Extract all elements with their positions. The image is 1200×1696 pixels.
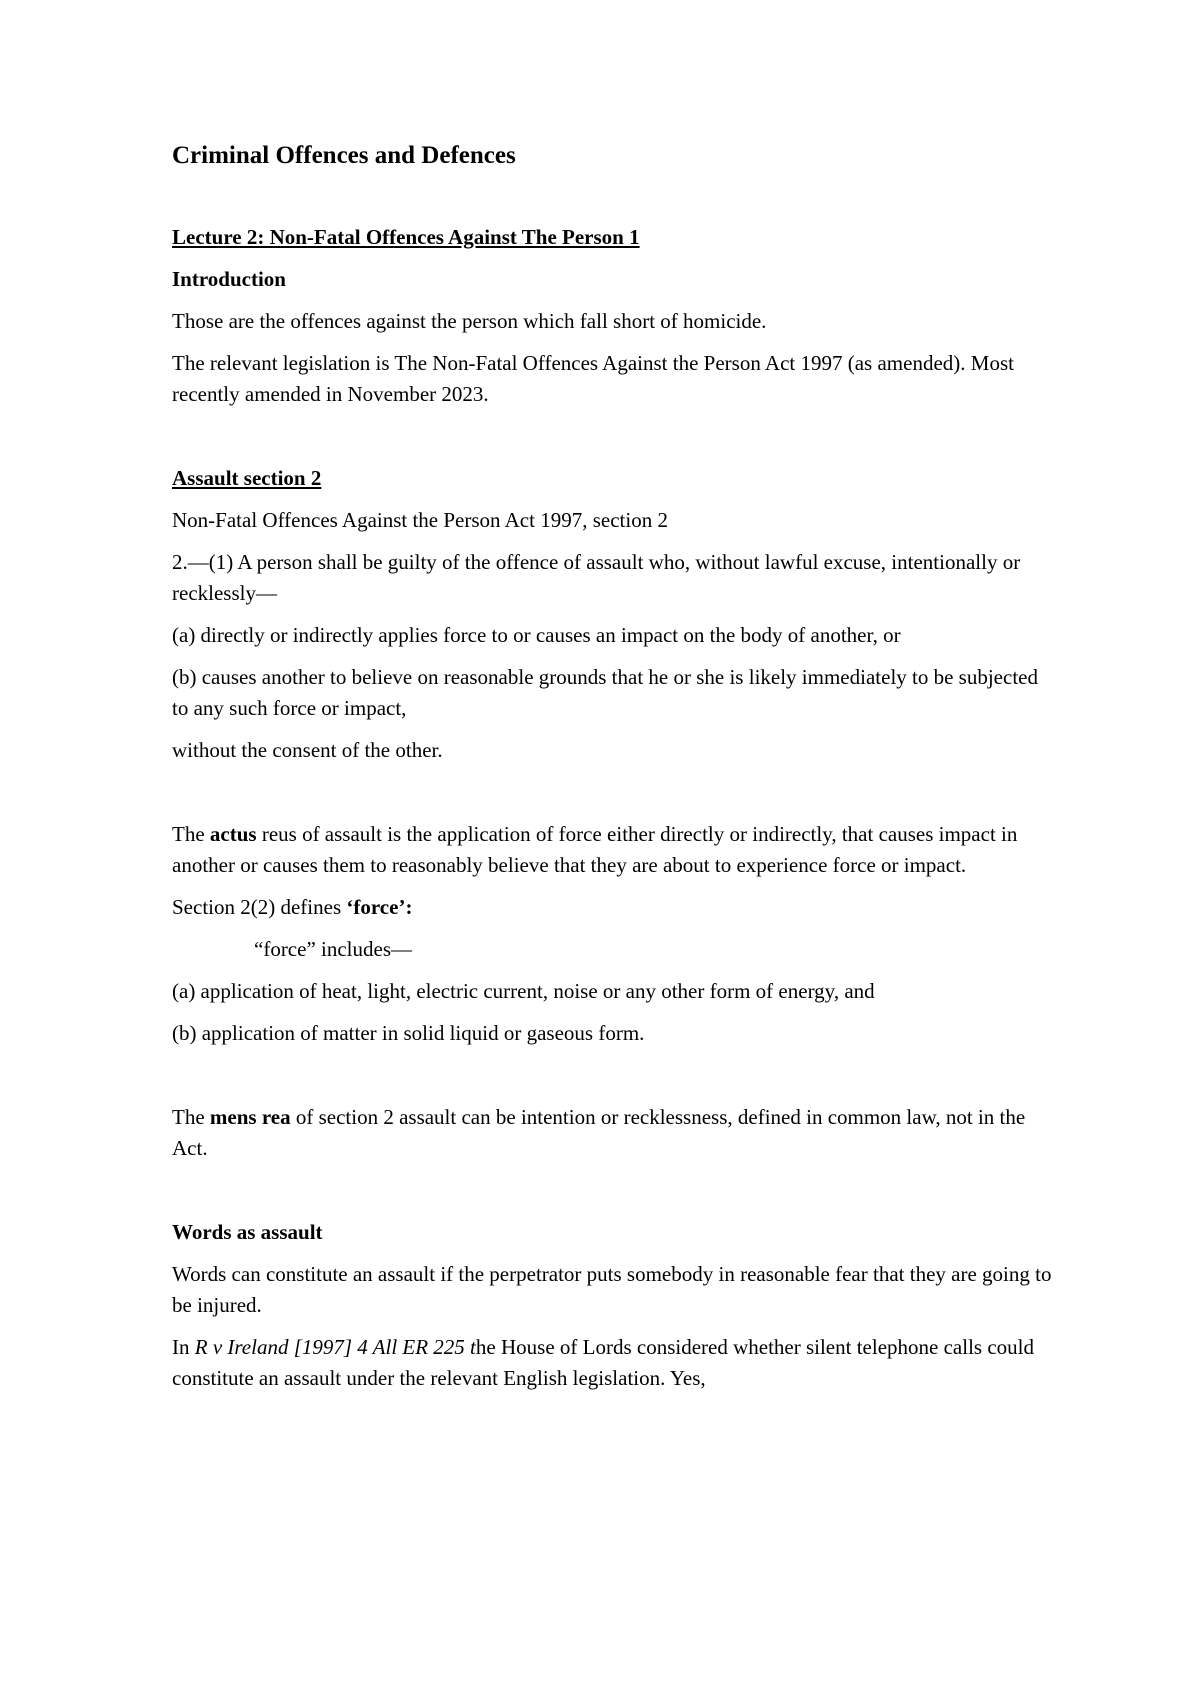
- section-2-1: 2.—(1) A person shall be guilty of the offence of assault who, without lawful excuse, intentionally or recklessly—: [172, 550, 1021, 605]
- actus-reus-paragraph: [172, 819, 1052, 881]
- case-citation: R v Ireland [1997] 4 All ER 225 t: [194, 1335, 476, 1359]
- words-paragraph-2: [172, 1332, 1052, 1394]
- words-paragraph-1: Words can constitute an assault if the perpetrator puts somebody in reasonable fear that they are going to be injured.: [172, 1262, 1052, 1317]
- mens-post: of section 2 assault can be intention or recklessness, defined in common law, not in the Act.: [172, 1105, 1026, 1160]
- introduction-paragraph-1: Those are the offences against the person which fall short of homicide.: [172, 309, 767, 333]
- force-a: (a) application of heat, light, electric current, noise or any other form of energy, and: [172, 979, 875, 1003]
- actus-pre: The: [172, 822, 210, 846]
- mens-pre: The: [172, 1105, 210, 1129]
- mens-rea-paragraph: [172, 1102, 1052, 1164]
- words-p2-post: he House of Lords considered whether silent telephone calls could constitute an assault under the relevant English legislation. Yes,: [172, 1335, 1034, 1390]
- force-definition: [172, 892, 1052, 923]
- section-2-b: (b) causes another to believe on reasonable grounds that he or she is likely immediately to be subjected to any such force or impact,: [172, 665, 1038, 720]
- actus-bold: actus: [209, 822, 257, 846]
- force-b: (b) application of matter in solid liquid or gaseous form.: [172, 1021, 645, 1045]
- force-includes: “force” includes—: [254, 937, 413, 961]
- lecture-heading: Lecture 2: Non-Fatal Offences Against The Person 1: [172, 225, 640, 249]
- mens-bold: mens rea: [209, 1105, 291, 1129]
- introduction-heading: Introduction: [172, 267, 286, 291]
- introduction-paragraph-2: The relevant legislation is The Non-Fatal Offences Against the Person Act 1997 (as amended). Most recently amended in November 2023.: [172, 351, 1014, 406]
- force-def-bold: ‘force’:: [346, 895, 413, 919]
- actus-post: reus of assault is the application of force either directly or indirectly, that causes impact in another or causes them to reasonably believe that they are about to experience force or impact.: [172, 822, 1018, 877]
- section-2-tail: without the consent of the other.: [172, 738, 443, 762]
- words-p2-pre: In: [172, 1335, 195, 1359]
- assault-heading: Assault section 2: [172, 466, 322, 490]
- section-2-a: (a) directly or indirectly applies force to or causes an impact on the body of another, or: [172, 623, 901, 647]
- words-heading: Words as assault: [172, 1220, 323, 1244]
- document-title: Criminal Offences and Defences: [172, 142, 516, 169]
- document-body: [172, 140, 1052, 1394]
- force-def-pre: Section 2(2) defines: [172, 895, 347, 919]
- assault-source: Non-Fatal Offences Against the Person Act 1997, section 2: [172, 508, 668, 532]
